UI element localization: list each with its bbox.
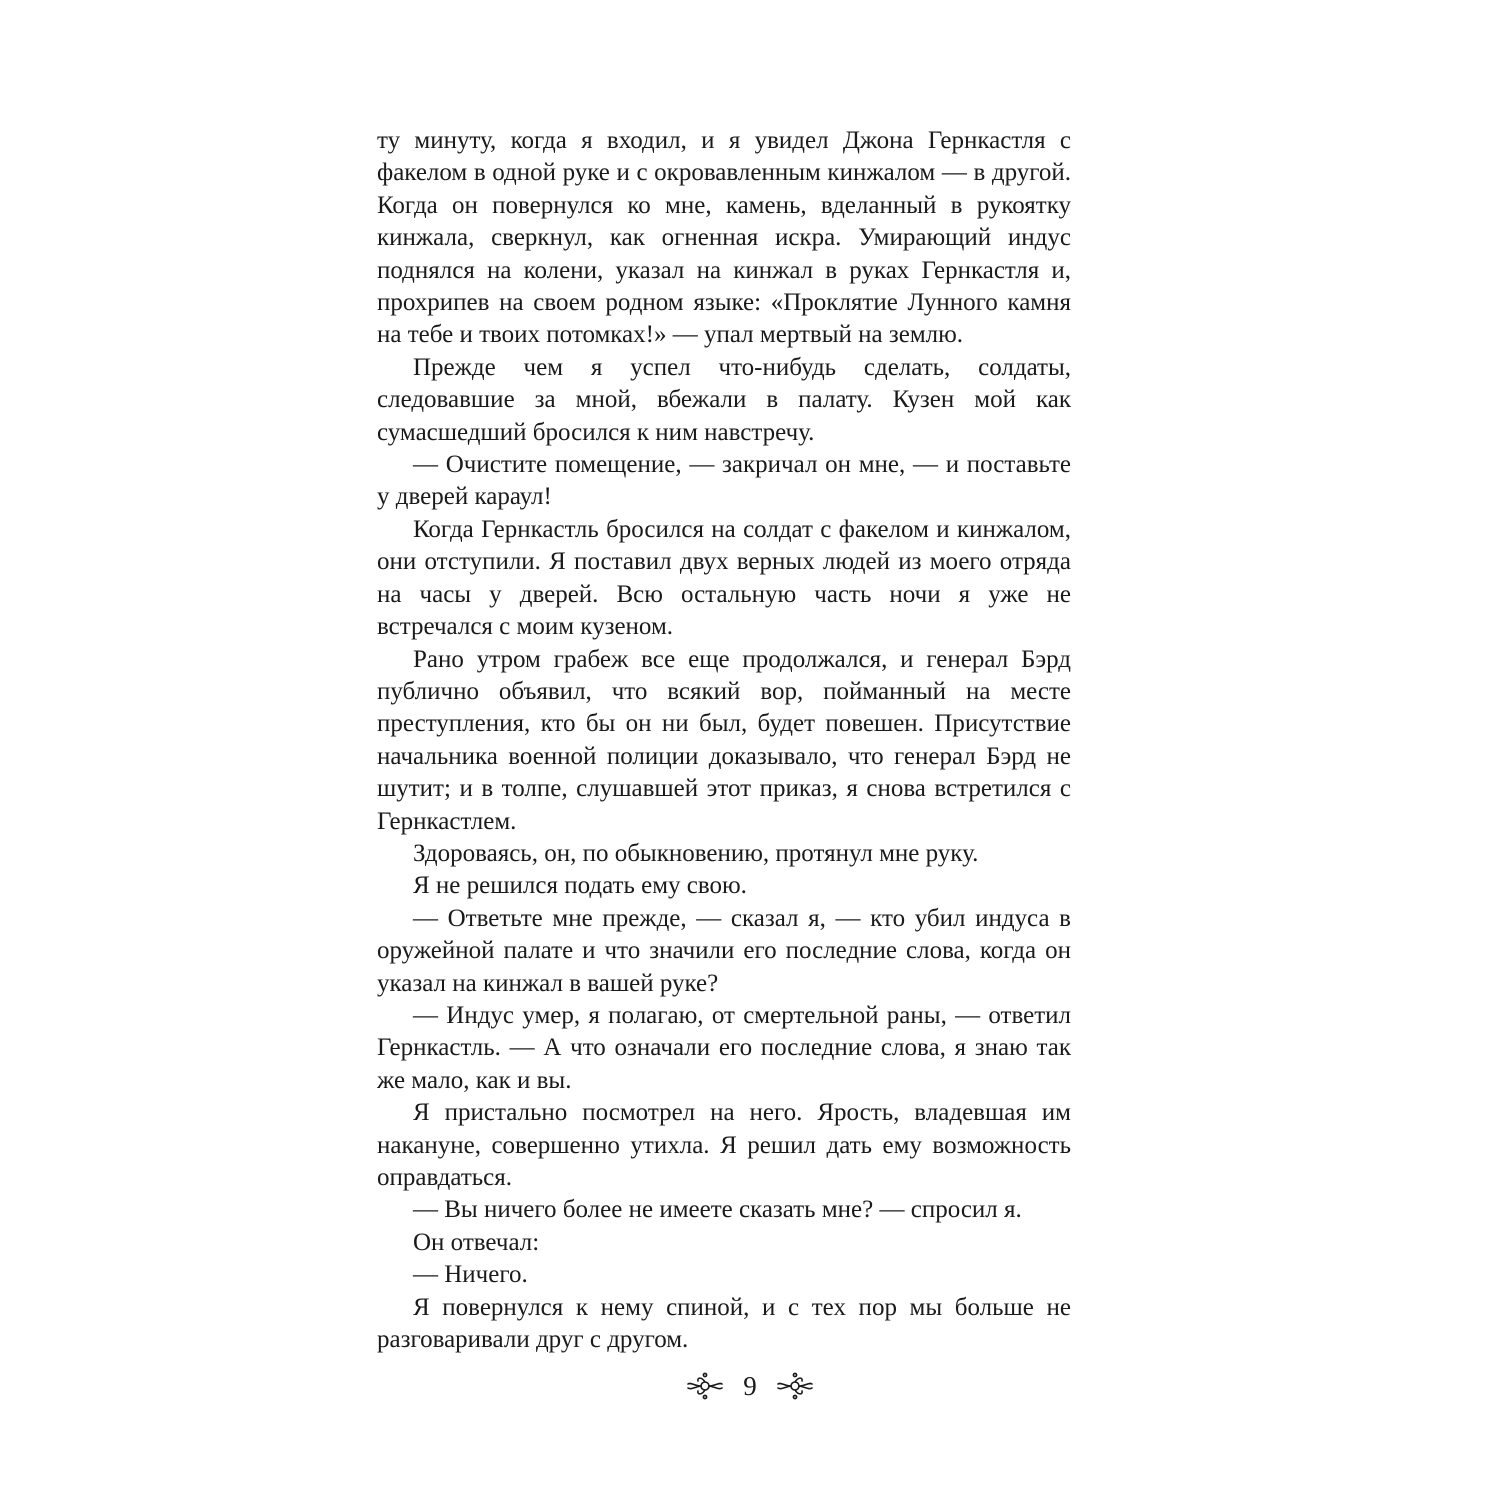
paragraph: Прежде чем я успел что-нибудь сделать, солдаты, следовавшие за мной, вбежали в палату. Кузен мой как сумасшедший бросился к ним навстречу.	[377, 353, 1071, 446]
paragraph: Рано утром грабеж все еще продолжался, и генерал Бэрд публично объявил, что всякий вор, пойманный на месте преступления, кто бы он ни был, будет повешен. Присутствие начальника военной полиции доказывало, что генерал Бэрд не шутит; и в толпе, слушавшей этот приказ, я снова встретился с Гернкастлем.	[377, 645, 1071, 835]
paragraph: Я повернулся к нему спиной, и с тех пор мы больше не разговаривали друг с другом.	[377, 1293, 1071, 1354]
dialogue-paragraph: — Очистите помещение, — закричал он мне, — и поставьте у дверей караул!	[377, 451, 1071, 511]
paragraph: Я пристально посмотрел на него. Ярость, владевшая им накануне, совершенно утихла. Я решил дать ему возможность оправдаться.	[377, 1099, 1071, 1191]
dialogue-paragraph: — Ответьте мне прежде, — сказал я, — кто убил индуса в оружейной палате и что значили его последние слова, когда он указал на кинжал в вашей руке?	[377, 904, 1071, 997]
floral-ornament-icon	[685, 1371, 725, 1401]
dialogue-paragraph: — Индус умер, я полагаю, от смертельной раны, — ответил Гернкастль. — А что означали его последние слова, я знаю так же мало, как и вы.	[377, 1001, 1071, 1094]
dialogue-paragraph: — Ничего.	[413, 1261, 528, 1289]
page-number: 9	[743, 1370, 757, 1401]
book-page-text	[377, 125, 1071, 1356]
paragraph: ту минуту, когда я входил, и я увидел Джона Гернкастля с факелом в одной руке и с окровавленным кинжалом — в другой. Когда он повернулся ко мне, камень, вделанный в рукоятку кинжала, сверкнул, как огненная искра. Умирающий индус поднялся на колени, указал на кинжал в руках Гернкастля и, прохрипев на своем родном языке: «Проклятие Лунного камня на тебе и твоих потомках!» — упал мертвый на землю.	[377, 127, 1071, 349]
paragraph: Я не решился подать ему свою.	[413, 872, 747, 900]
floral-ornament-icon	[775, 1371, 815, 1401]
dialogue-paragraph: — Вы ничего более не имеете сказать мне? — спросил я.	[413, 1196, 1022, 1224]
paragraph: Он отвечал:	[413, 1228, 540, 1256]
page-footer	[0, 1366, 1500, 1406]
paragraph: Когда Гернкастль бросился на солдат с факелом и кинжалом, они отступили. Я поставил двух верных людей из моего отряда на часы у дверей. Всю остальную часть ночи я уже не встречался с моим кузеном.	[377, 515, 1071, 641]
paragraph: Здороваясь, он, по обыкновению, протянул мне руку.	[413, 839, 979, 867]
